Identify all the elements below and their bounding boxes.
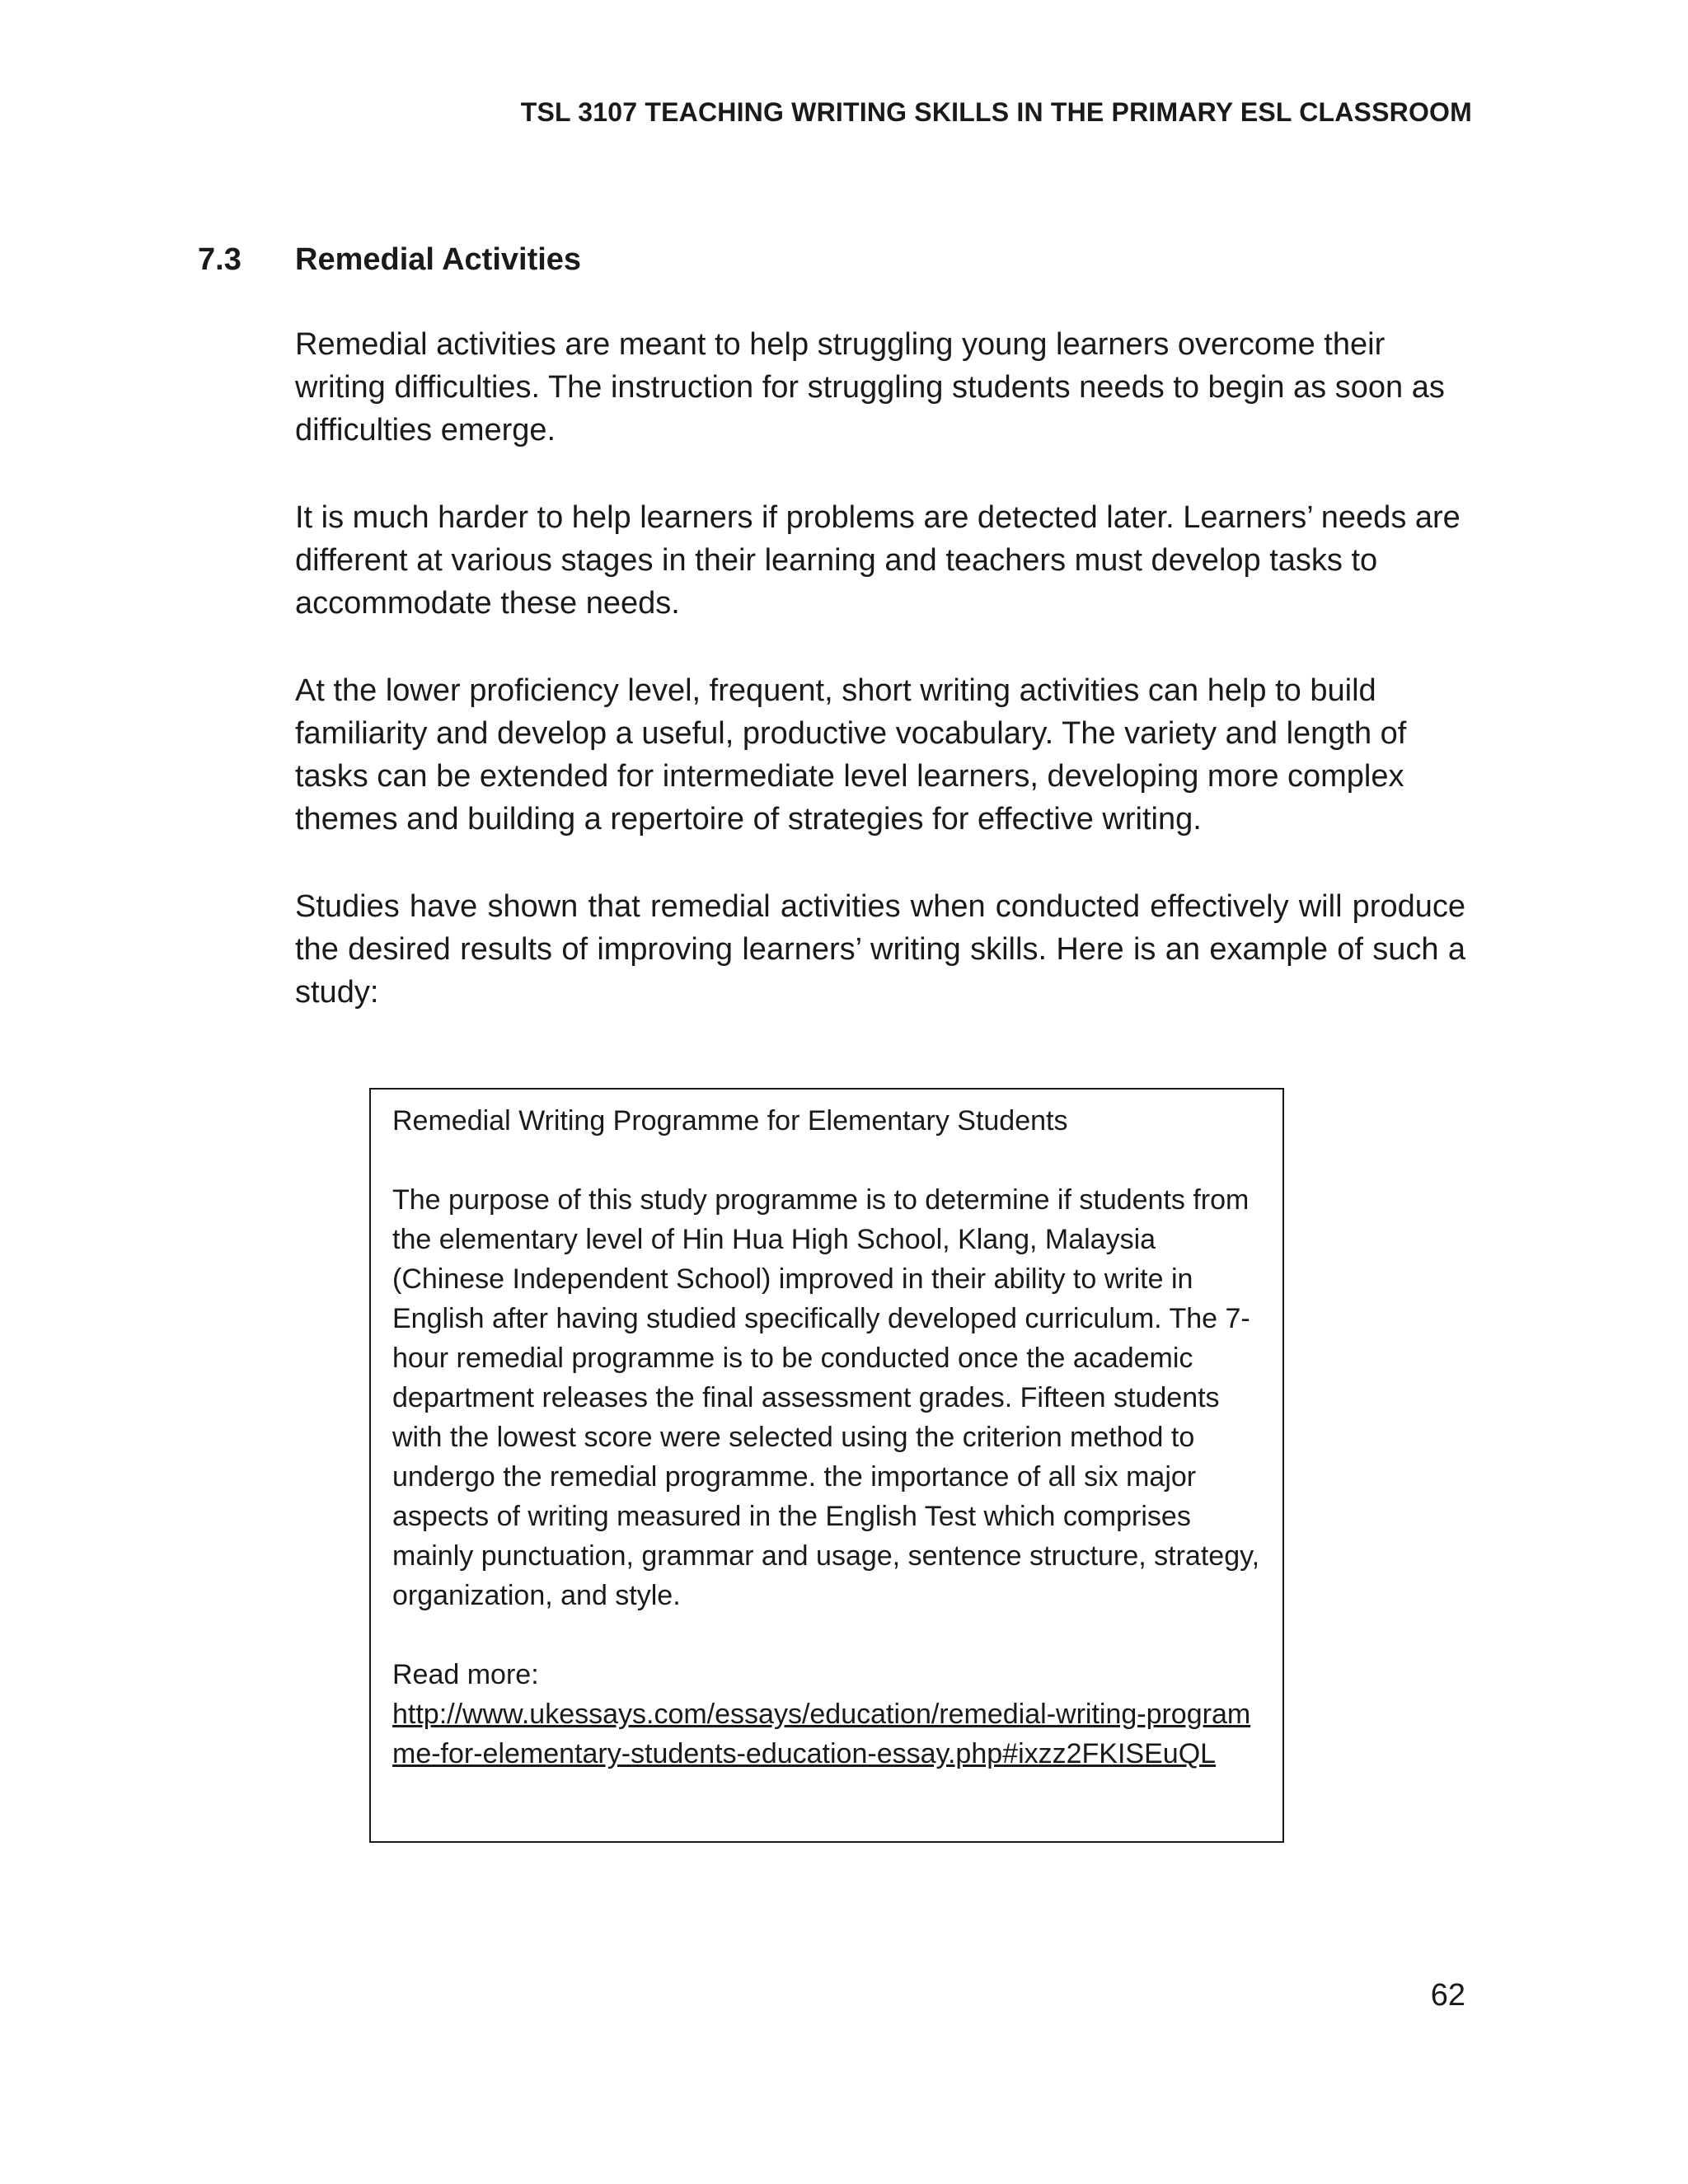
paragraph-intro: Remedial activities are meant to help struggling young learners overcome their writing difficulties. The instruction for struggling students needs to begin as soon as difficulties emerge. xyxy=(295,327,1445,448)
paragraph-detection: It is much harder to help learners if problems are detected later. Learners’ needs are different at various stages in their learning and teachers must develop tasks to accommodate these needs. xyxy=(295,500,1461,621)
read-more-label: Read more: xyxy=(392,1659,539,1690)
page-number: 62 xyxy=(1430,1978,1465,2013)
study-title: Remedial Writing Programme for Elementary Students xyxy=(392,1105,1068,1137)
paragraph-studies: Studies have shown that remedial activities when conducted effectively will produce the desired results of improving learners’ writing skills. Here is an example of such a study: xyxy=(295,889,1465,1010)
study-box xyxy=(369,1088,1284,1843)
paragraph-proficiency: At the lower proficiency level, frequent, short writing activities can help to build familiarity and develop a useful, productive vocabulary. The variety and length of tasks can be extended for intermediate level learners, developing more complex themes and building a repertoire of strategies for effective writing. xyxy=(295,673,1407,837)
running-header: TSL 3107 TEACHING WRITING SKILLS IN THE PRIMARY ESL CLASSROOM xyxy=(520,97,1472,127)
section-title: Remedial Activities xyxy=(295,242,582,277)
section-number: 7.3 xyxy=(198,242,241,277)
study-link[interactable]: http://www.ukessays.com/essays/education/remedial-writing-programme-for-elementary-students-education-essay.php#ixzz2FKISEuQL xyxy=(392,1699,1251,1769)
study-body: The purpose of this study programme is to determine if students from the elementary level of Hin Hua High School, Klang, Malaysia (Chinese Independent School) improved in their ability to write in English after having studied specifically developed curriculum. The 7-hour remedial programme is to be conducted once the academic department releases the final assessment grades. Fifteen students with the lowest score were selected using the criterion method to undergo the remedial programme. the importance of all six major aspects of writing measured in the English Test which comprises mainly punctuation, grammar and usage, sentence structure, strategy, organization, and style. xyxy=(392,1184,1260,1611)
